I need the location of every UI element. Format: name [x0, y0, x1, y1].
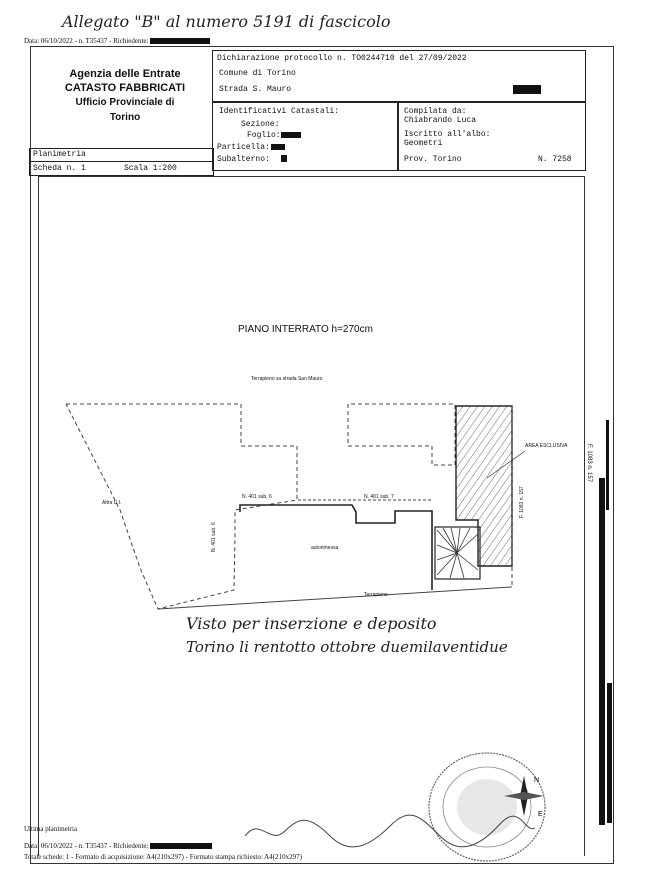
scheda-number: Scheda n. 1 — [33, 164, 86, 173]
terrapieno-top-label: Terrapieno su strada San Mauro — [251, 376, 323, 382]
signature — [240, 806, 540, 856]
top-dashed-boundary — [348, 404, 455, 465]
sub6-side-label: N. 401 sub. 6 — [211, 522, 217, 552]
compilata-name: Chiabrando Luca — [404, 116, 477, 125]
comune-line: Comune di Torino — [219, 69, 296, 78]
prov-value: Prov. Torino — [404, 155, 462, 164]
altra-ui-label: Altra U.I. — [102, 500, 122, 506]
sezione-label: Sezione: — [241, 120, 280, 129]
particella-label: Particella: — [217, 143, 270, 152]
outer-dashed-boundary — [66, 404, 297, 609]
handwritten-visto: Visto per inserzione e deposito — [186, 614, 437, 633]
albo-value: Geometri — [404, 139, 443, 148]
footer-request-text: Data: 06/10/2022 - n. T35437 - Richiedente: — [24, 842, 149, 850]
ident-title: Identificativi Catastali: — [219, 107, 340, 116]
autorimessa-label: autorimessa — [311, 545, 339, 551]
ufficio-label: Ufficio Provinciale di — [75, 97, 175, 108]
f-vertical-label: F. 1083 n. 157 — [519, 486, 525, 518]
footer-request-line — [24, 842, 212, 850]
address-line: Strada S. Mauro — [219, 85, 292, 94]
protocol-line: Dichiarazione protocollo n. TO0244710 del 27/09/2022 — [217, 54, 467, 63]
scala-label: Scala 1:200 — [124, 164, 177, 173]
area-esclusiva-hatch — [456, 406, 512, 566]
svg-text:E: E — [538, 811, 543, 818]
sub6-label: N. 401 sub. 6 — [242, 494, 272, 500]
agency-name: Agenzia delle Entrate — [69, 68, 181, 80]
compilata-label: Compilata da: — [404, 107, 467, 116]
handwritten-annotation: Allegato "B" al numero 5191 di fascicolo — [62, 12, 391, 31]
planimetria-label: Planimetria — [33, 150, 86, 159]
foglio-label: Foglio: — [247, 131, 281, 140]
ultima-planimetria: Ultima planimetria — [24, 825, 78, 833]
numero-value: N. 7258 — [538, 155, 572, 164]
top-request-text: Data: 06/10/2022 - n. T35437 - Richiedente: — [24, 37, 149, 45]
bottom-line — [158, 587, 512, 609]
plan-title: PIANO INTERRATO h=270cm — [238, 324, 373, 335]
svg-text:N: N — [534, 777, 540, 784]
ufficio-city: Torino — [109, 112, 141, 123]
stair-steps — [437, 528, 478, 578]
footer-totale: Totale schede: 1 - Formato di acquisizione: A4(210x297) - Formato stampa richiesto: A4(210x297) — [24, 853, 302, 861]
sub7-label: N. 401 sub. 7 — [364, 494, 394, 500]
area-esclusiva-label: AREA ESCLUSIVA — [525, 443, 568, 449]
iscritto-label: Iscritto all'albo: — [404, 130, 491, 139]
right-edge-label: F. 1083 n. 157 — [586, 444, 592, 483]
bottom-terrapieno-label: Terrapieno — [364, 592, 388, 598]
catasto-title: CATASTO FABBRICATI — [64, 82, 186, 94]
subalterno-label: Subalterno: — [217, 155, 270, 164]
handwritten-date: Torino li rentotto ottobre duemilaventidue — [186, 638, 508, 656]
footer-redacted-requester — [150, 843, 212, 849]
